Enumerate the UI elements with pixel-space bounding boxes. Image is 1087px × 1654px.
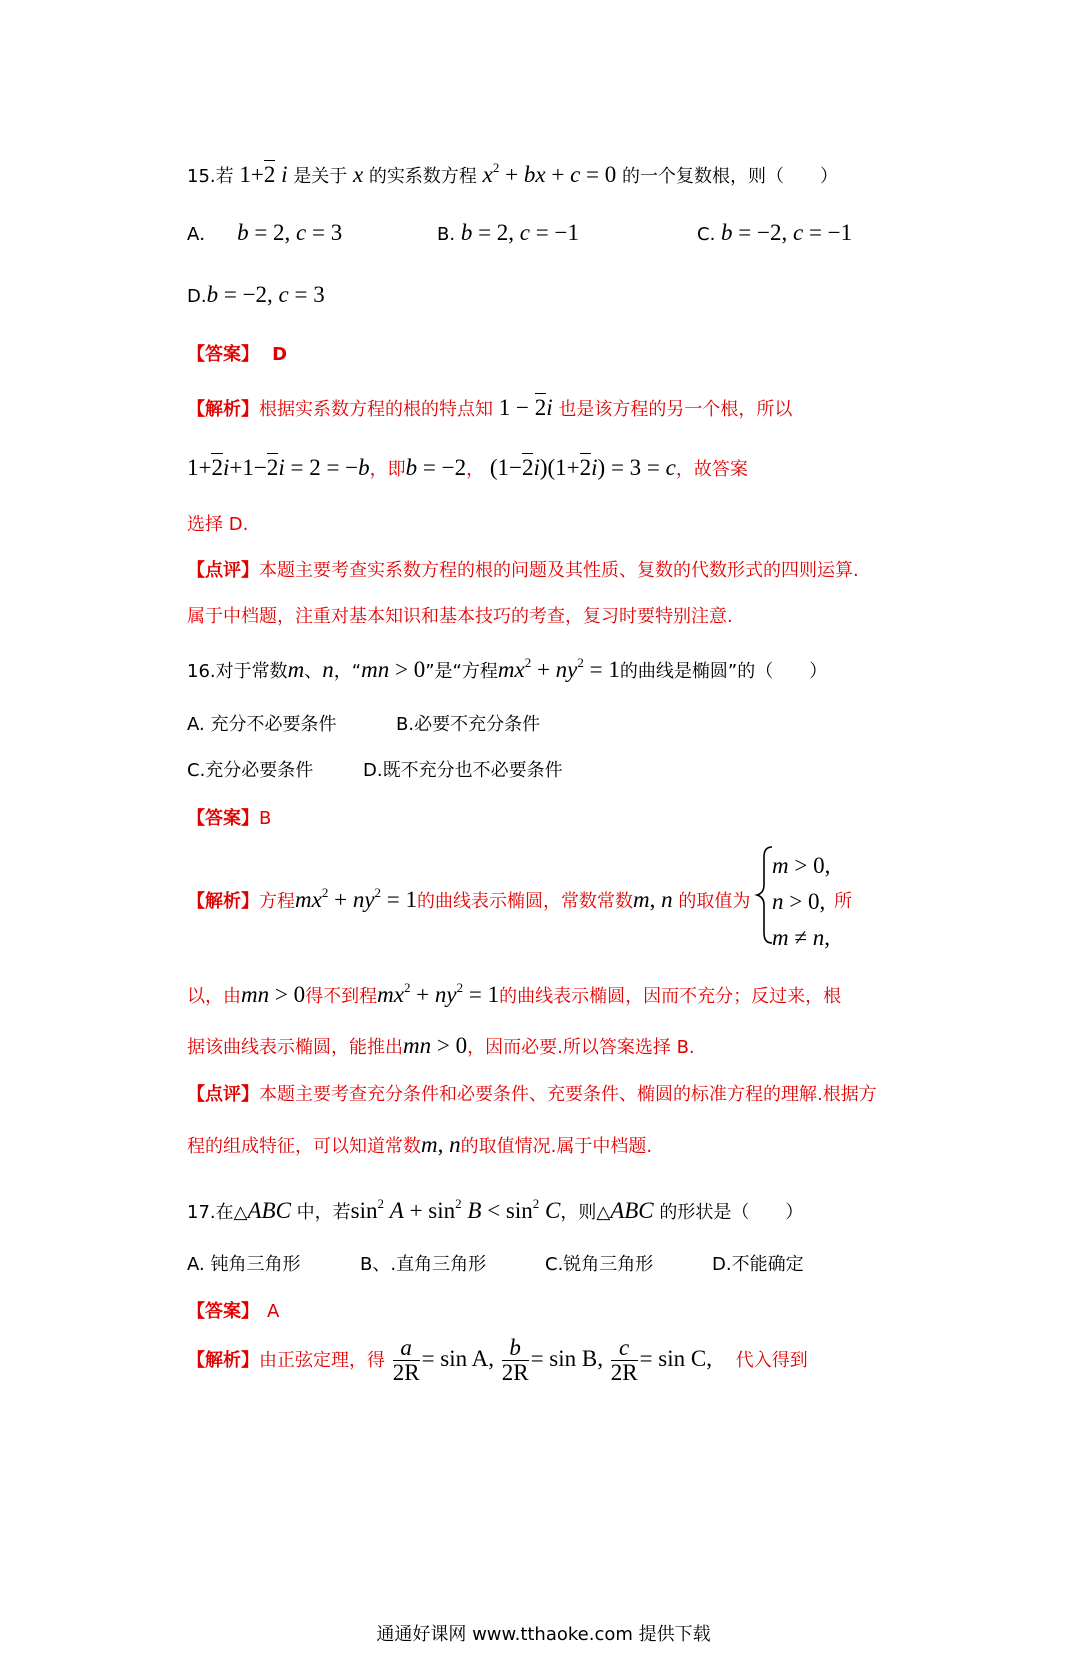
- q17-stem: [187, 1196, 803, 1224]
- q16-a1-t4: 所: [834, 891, 852, 912]
- q15-suffix: 的一个复数根，则（ ）: [622, 166, 838, 187]
- q15-analysis-text1: 根据实系数方程的根的特点知: [259, 399, 493, 420]
- q15-equation: $x^2$ + bx + c = 0: [482, 160, 617, 187]
- q15-comment-text1: 本题主要考查实系数方程的根的问题及其性质、复数的代数形式的四则运算.: [259, 560, 859, 581]
- q15-comment-line1: [187, 556, 859, 582]
- analysis-tag: 【解析】: [187, 1349, 259, 1371]
- q16-prefix: 16.对于常数: [187, 661, 288, 682]
- q17-t3: 的形状是（ ）: [659, 1202, 804, 1223]
- q17-a1: 由正弦定理，得: [259, 1349, 385, 1371]
- q16-comment-2a: 程的组成特征，可以知道常数: [187, 1136, 421, 1157]
- q16-a1-t2: 的曲线表示椭圆，常数常数: [417, 891, 634, 912]
- q15-option-c-wrap: [697, 220, 852, 246]
- answer-tag: 【答案】: [187, 1301, 259, 1322]
- q16-a1-t3: 的取值为: [678, 891, 751, 912]
- q17-frac-a: $\frac{a}{2R}$ = sin A, $\frac{b}{2R}$ = sin B, $\frac{c}{2R}$ = sin C,: [392, 1335, 712, 1385]
- q16-a1-eq: $mx^2 + ny^2 = 1$: [295, 885, 418, 912]
- q15-option-a-label: A．: [187, 224, 218, 245]
- q16-a2-eq: $mx^2 + ny^2 = 1$: [377, 980, 500, 1007]
- q17-option-b: B、.直角三角形: [360, 1254, 487, 1275]
- q16-option-d: D.既不充分也不必要条件: [363, 760, 563, 781]
- q16-system: [772, 848, 830, 956]
- q15-b-value: b = −2: [405, 455, 467, 480]
- q16-sys-1: m > 0,: [772, 853, 831, 878]
- q16-q3: 的曲线是椭圆”的（ ）: [619, 661, 828, 682]
- q15-analysis-line3: 选择 D.: [187, 514, 249, 535]
- q16-a1-mn: m, n: [633, 887, 673, 912]
- analysis-tag: 【解析】: [187, 891, 259, 912]
- q15-analysis-line2: [187, 455, 748, 481]
- q17-a-end: 代入得到: [735, 1349, 808, 1371]
- q16-option-a: A. 充分不必要条件: [187, 714, 337, 735]
- q16-sys-2: n > 0,: [772, 889, 826, 914]
- q16-a3-m: mn > 0: [403, 1033, 468, 1058]
- q15-analysis-text2: 也是该方程的另一个根，所以: [558, 399, 793, 420]
- q15-prefix: 15.若: [187, 166, 234, 187]
- q16-q1: ，“: [333, 661, 362, 682]
- q16-analysis-line3: [187, 1033, 695, 1059]
- q16-a1-t1: 方程: [259, 891, 295, 912]
- q15-mid1: 是关于: [293, 166, 348, 187]
- answer-tag: 【答案】: [187, 808, 259, 829]
- answer-tag: 【答案】: [187, 344, 259, 365]
- q16-option-c: C.充分必要条件: [187, 760, 314, 781]
- q15-option-a: b = 2, c = 3: [237, 220, 343, 245]
- q16-cond: mn > 0: [361, 657, 426, 682]
- q15-option-c: b = −2, c = −1: [721, 220, 853, 245]
- q16-comment-mn: m, n: [421, 1132, 461, 1157]
- q16-answer: [187, 804, 271, 830]
- q16-a2-t2: 得不到程: [305, 986, 378, 1007]
- q16-a3-ans: B.: [676, 1037, 695, 1058]
- q15-conj-root: 1 − 2i: [498, 395, 553, 420]
- q16-comment-line1: [187, 1080, 877, 1106]
- q16-eq: $mx^2 + ny^2 = 1$: [497, 655, 620, 682]
- page-footer: 通通好课网 www.tthaoke.com 提供下载: [376, 1624, 711, 1645]
- analysis-tag: 【解析】: [187, 399, 259, 420]
- q15-sum-expr: 1+2i+1−2i = 2 = −b: [187, 455, 370, 480]
- q17-prefix: 17.在△: [187, 1202, 248, 1223]
- q16-q2: ”是“方程: [425, 661, 498, 682]
- q16-comment-2b: 的取值情况.属于中档题.: [460, 1136, 653, 1157]
- q16-sys-3: m ≠ n,: [772, 925, 830, 950]
- q15-option-b-label: B.: [437, 224, 456, 245]
- q15-product-expr: (1−2i)(1+2i) = 3 = c: [489, 455, 676, 480]
- q16-n: n: [322, 657, 334, 682]
- q15-option-d: b = −2, c = 3: [206, 282, 325, 307]
- q16-analysis-line2: [187, 980, 841, 1008]
- q16-comment-text1: 本题主要考查充分条件和必要条件、充要条件、椭圆的标准方程的理解.根据方: [259, 1084, 877, 1105]
- q15-answer: [187, 340, 287, 366]
- q17-cond: $\sin^2 A + \sin^2 B < \sin^2 C$: [350, 1196, 561, 1223]
- q16-m: m: [287, 657, 305, 682]
- q15-option-c-label: C.: [697, 224, 716, 245]
- q17-option-d: D.不能确定: [712, 1254, 804, 1275]
- q15-option-d-wrap: [187, 282, 325, 308]
- q15-mid2: 的实系数方程: [368, 166, 477, 187]
- q16-sep: 、: [304, 661, 323, 682]
- q15-t1: ，即: [369, 459, 406, 480]
- q17-abc2: ABC: [610, 1198, 654, 1223]
- q16-option-b: B.必要不充分条件: [396, 714, 541, 735]
- q16-a3-t1: 据该曲线表示椭圆，能推出: [187, 1037, 403, 1058]
- q15-root: 1+2 i: [239, 162, 288, 187]
- q15-var-x: x: [352, 162, 364, 187]
- q15-t3: ，故答案: [675, 459, 748, 480]
- q15-analysis-line1: [187, 395, 792, 421]
- q16-a2-t1: 以，由: [187, 986, 241, 1007]
- q17-analysis-line1: [187, 1336, 808, 1385]
- q16-analysis-line1: [187, 885, 750, 913]
- q16-a3-t2: ，因而必要.所以答案选择: [467, 1037, 671, 1058]
- q17-answer-value: A: [267, 1301, 280, 1322]
- q15-t2: ，: [466, 459, 485, 480]
- q15-option-d-label: D.: [187, 286, 207, 307]
- comment-tag: 【点评】: [187, 1084, 259, 1105]
- q17-t1: 中，若: [296, 1202, 351, 1223]
- q15-option-b-wrap: [437, 220, 579, 246]
- q16-stem: [187, 655, 827, 683]
- q17-option-c: C.锐角三角形: [545, 1254, 654, 1275]
- q16-a2-m1: mn > 0: [241, 982, 306, 1007]
- q16-a2-t3: 的曲线表示椭圆，因而不充分；反过来，根: [499, 986, 842, 1007]
- q17-abc1: ABC: [247, 1198, 291, 1223]
- q16-answer-value: B: [259, 808, 272, 829]
- q15-comment-line2: 属于中档题，注重对基本知识和基本技巧的考查，复习时要特别注意.: [187, 606, 733, 627]
- q17-t2: ，则△: [560, 1202, 611, 1223]
- q15-stem: [187, 160, 838, 188]
- comment-tag: 【点评】: [187, 560, 259, 581]
- q15-answer-value: D: [272, 344, 288, 365]
- q17-answer: [187, 1297, 279, 1323]
- q16-comment-line2: [187, 1132, 652, 1158]
- q15-option-b: b = 2, c = −1: [460, 220, 579, 245]
- q17-option-a: A. 钝角三角形: [187, 1254, 301, 1275]
- q15-options-row1: [187, 220, 342, 246]
